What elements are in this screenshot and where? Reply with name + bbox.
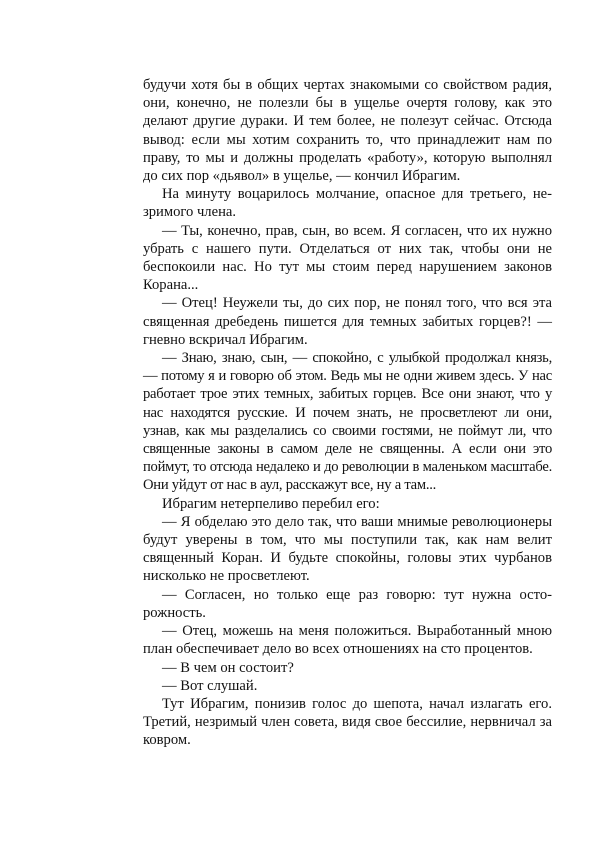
paragraph-10: — В чем он состоит? <box>162 659 294 676</box>
paragraph-9: — Отец, можешь на меня положиться. Выработанный мною план обеспечивает дело во всех отношениях на сто процентов. <box>143 623 552 658</box>
page-text <box>143 76 552 750</box>
paragraph-6: Ибрагим нетерпеливо перебил его: <box>162 495 380 512</box>
paragraph-8: — Согласен, но только еще раз говорю: тут нужна осторожность. <box>143 586 552 621</box>
paragraph-12: Тут Ибрагим, понизив голос до шепота, начал излагать его. Третий, незримый член совета, видя свое бессилие, нервничал за ковром. <box>143 695 552 749</box>
paragraph-2: На минуту воцарилось молчание, опасное для третьего, незримого члена. <box>143 186 552 221</box>
paragraph-4: — Отец! Неужели ты, до сих пор, не понял того, что вся эта священная дребедень пишется для темных забитых горцев?! — гневно вскричал Ибрагим. <box>143 295 552 348</box>
paragraph-3: — Ты, конечно, прав, сын, во всем. Я согласен, что их нужно убрать с нашего пути. Отделаться от них так, чтобы они не беспокоили нас. Но тут мы стоим перед нарушением законов Корана... <box>143 222 552 294</box>
paragraph-1: будучи хотя бы в общих чертах знакомыми со свойством радия, они, конечно, не полезли бы в ущелье очертя голову, как это делают другие дураки. И тем более, не полезут сейчас. Отсюда вывод: если мы хотим сохранить то, что принадлежит нам по праву, то мы и должны проделать «работу», которую выполнял до сих пор «дьявол» в ущелье, — кончил Ибрагим. <box>143 77 552 185</box>
paragraph-11: — Вот слушай. <box>162 677 258 694</box>
paragraph-7: — Я обделаю это дело так, что ваши мнимые революционеры будут уверены в том, что мы поступили так, как нам велит священный Коран. И будьте спокойны, головы этих чурбанов нисколько не просветлеют. <box>143 513 552 585</box>
paragraph-5: — Знаю, знаю, сын, — спокойно, с улыбкой продолжал князь, — потому я и говорю об этом. Ведь мы не одни живем здесь. У нас работает трое этих темных, забитых горцев. Все они знают, что у нас находятся русские. И почем знать, не просветлеют ли они, узнав, как мы разделались со своими гостями, не поймут ли, что священные законы в самом деле не священны. А если они это поймут, то отсюда недалеко и до революции в маленьком масштабе. Они уйдут от нас в аул, расскажут все, ну а там... <box>143 350 552 494</box>
